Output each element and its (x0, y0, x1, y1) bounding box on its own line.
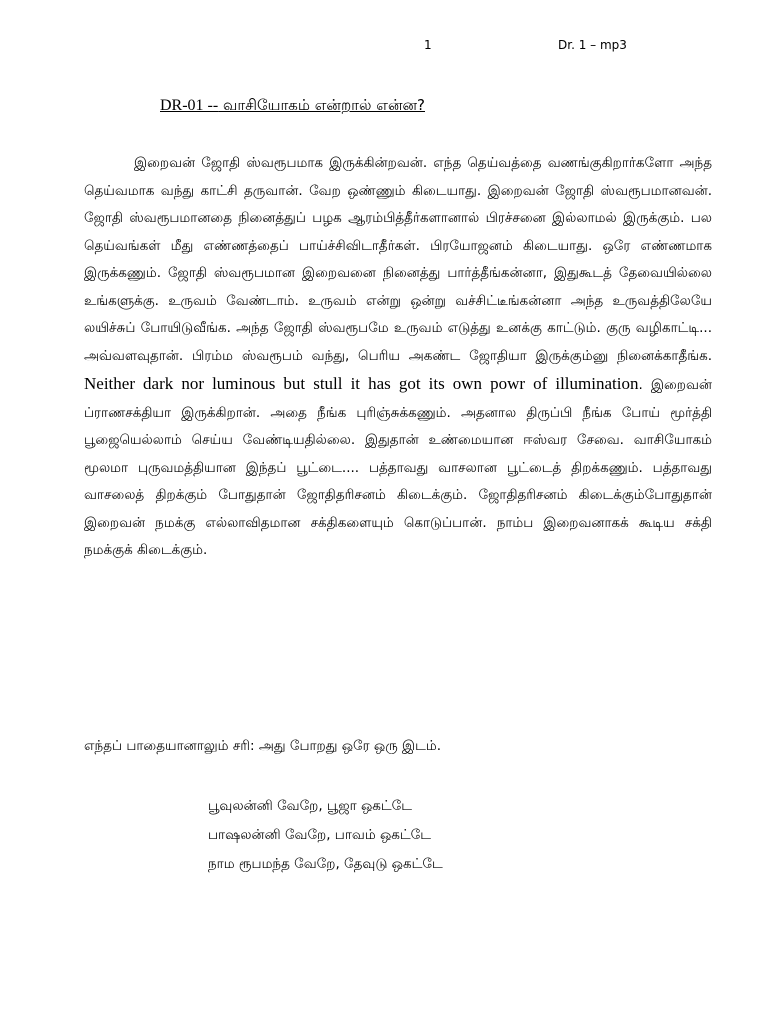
intro-line: எந்தப் பாதையானாலும் சரி: அது போறது ஒரே ஒரு இடம். (84, 738, 442, 754)
verse-line-2: பாஷலன்னி வேறே, பாவம் ஒகட்டே (208, 827, 432, 843)
page-number: 1 (424, 38, 432, 52)
verse-line-1: பூவுலன்னி வேறே, பூஜா ஒகட்டே (208, 798, 412, 814)
verse-block (208, 792, 443, 879)
paragraph-text (84, 150, 712, 565)
english-quote: Neither dark nor luminous but stull it has got its own powr of illumination (84, 374, 639, 393)
document-reference: Dr. 1 – mp3 (558, 38, 627, 52)
paragraph-part-1: இறைவன் ஜோதி ஸ்வரூபமாக இருக்கின்றவன். எந்த தெய்வத்தை வணங்குகிறார்களோ அந்த தெய்வமாக வந்து காட்சி தருவான். வேற ஒண்ணும் கிடையாது. இறைவன் ஜோதி ஸ்வரூபமானவன். ஜோதி ஸ்வரூபமானதை நினைத்துப் பழக ஆரம்பித்தீர்களானால் பிரச்சனை இல்லாமல் இருக்கும். பல தெய்வங்கள் மீது எண்ணத்தைப் பாய்ச்சிவிடாதீர்கள். பிரயோஜனம் கிடையாது. ஒரே எண்ணமாக இருக்கணும். ஜோதி ஸ்வரூபமான இறைவனை நினைத்து பார்த்தீங்கன்னா, இதுகூடத் தேவையில்லை உங்களுக்கு. உருவம் வேண்டாம். உருவம் என்று ஒன்று வச்சிட்டீங்கன்னா அந்த உருவத்திலேயே லயிச்சுப் போயிடுவீங்க. அந்த ஜோதி ஸ்வரூபமே உருவம் எடுத்து உனக்கு காட்டும். குரு வழிகாட்டி... அவ்வளவுதான். பிரம்ம ஸ்வரூபம் வந்து, பெரிய அகண்ட ஜோதியா இருக்கும்னு நினைக்காதீங்க. (84, 155, 712, 364)
verse-line-3: நாம ரூபமந்த வேறே, தேவுடு ஒகட்டே (208, 856, 443, 872)
title-text: வாசியோகம் என்றால் என்ன? (223, 96, 425, 114)
main-paragraph (84, 150, 712, 565)
title-code: DR-01 -- (160, 97, 219, 114)
document-title (160, 96, 425, 116)
english-quote-end: . (638, 377, 643, 393)
paragraph-part-2: இறைவன் ப்ராணசக்தியா இருக்கிறான். அதை நீங்க புரிஞ்சுக்கணும். அதனால திருப்பி நீங்க போய் மூர்த்தி பூஜையெல்லாம் செய்ய வேண்டியதில்லை. இதுதான் உண்மையான ஈஸ்வர சேவை. வாசியோகம் மூலமா புருவமத்தியான இந்தப் பூட்டை.... பத்தாவது வாசலான பூட்டைத் திறக்கணும். பத்தாவது வாசலைத் திறக்கும் போதுதான் ஜோதிதரிசனம் கிடைக்கும். ஜோதிதரிசனம் கிடைக்கும்போதுதான் இறைவன் நமக்கு எல்லாவிதமான சக்திகளையும் கொடுப்பான். நாம்ப இறைவனாகக் கூடிய சக்தி நமக்குக் கிடைக்கும். (84, 377, 713, 558)
